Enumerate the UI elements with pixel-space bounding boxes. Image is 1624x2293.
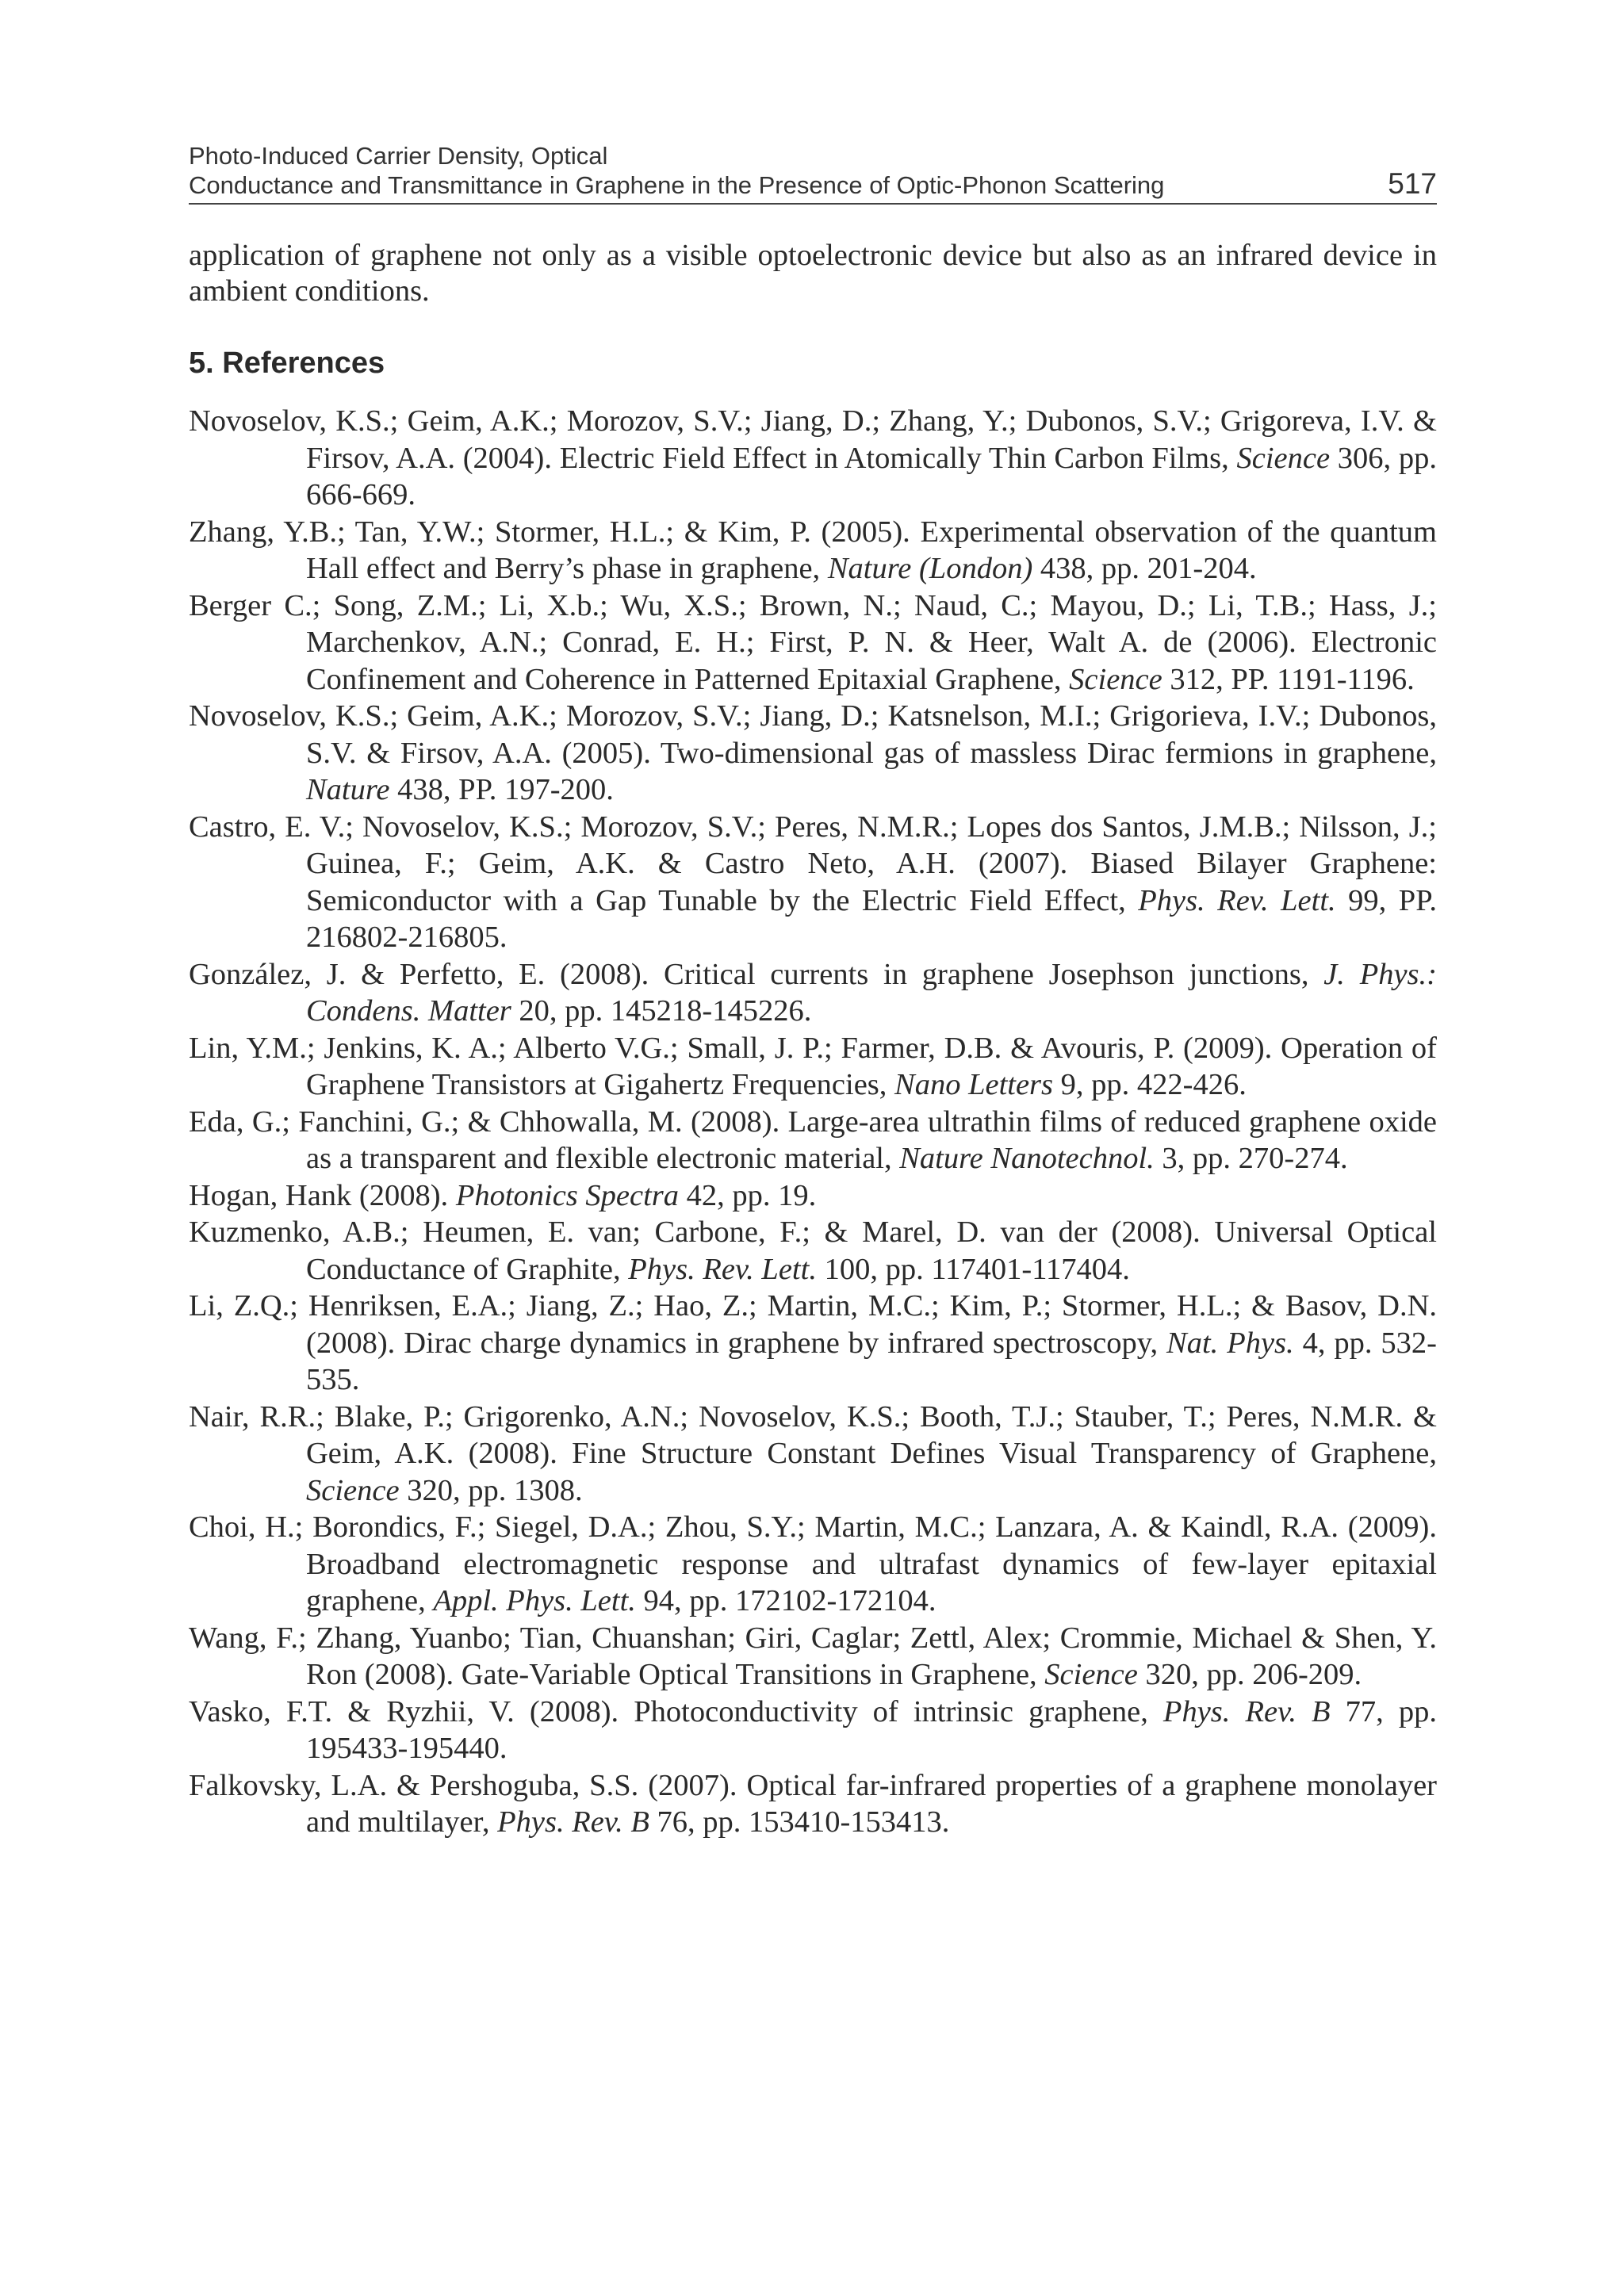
- journal-name: Phys. Rev. B: [497, 1805, 649, 1839]
- running-head: [189, 141, 1437, 205]
- reference-item: Nair, R.R.; Blake, P.; Grigorenko, A.N.; Novoselov, K.S.; Booth, T.J.; Stauber, T.; Peres, N.M.R. & Geim, A.K. (2008). Fine Structure Constant Defines Visual Transparency of Graphene, Science 320, pp. 1308.: [189, 1399, 1437, 1507]
- running-title-line-2: Conductance and Transmittance in Graphene in the Presence of Optic-Phonon Scattering: [189, 171, 1165, 199]
- reference-item: Vasko, F.T. & Ryzhii, V. (2008). Photoconductivity of intrinsic graphene, Phys. Rev. B 77, pp. 195433-195440.: [189, 1694, 1437, 1765]
- reference-item: Hogan, Hank (2008). Photonics Spectra 42, pp. 19.: [189, 1178, 817, 1212]
- reference-item: Zhang, Y.B.; Tan, Y.W.; Stormer, H.L.; & Kim, P. (2005). Experimental observation of the quantum Hall effect and Berry’s phase in graphene, Nature (London) 438, pp. 201-204.: [189, 515, 1437, 585]
- journal-name: J. Phys.: Condens. Matter: [306, 957, 1437, 1028]
- running-title-line-1: Photo-Induced Carrier Density, Optical: [189, 142, 608, 170]
- reference-list: [189, 403, 1437, 1841]
- reference-item: Lin, Y.M.; Jenkins, K. A.; Alberto V.G.; Small, J. P.; Farmer, D.B. & Avouris, P. (2009). Operation of Graphene Transistors at Gigahertz Frequencies, Nano Letters 9, pp. 422-426.: [189, 1031, 1437, 1101]
- journal-name: Nat. Phys.: [1166, 1326, 1294, 1360]
- journal-name: Photonics Spectra: [455, 1178, 680, 1212]
- journal-name: Appl. Phys. Lett.: [433, 1584, 636, 1617]
- journal-name: Nano Letters: [894, 1068, 1054, 1101]
- journal-name: Science: [1069, 662, 1162, 696]
- journal-name: Nature (London): [827, 552, 1033, 585]
- reference-item: Wang, F.; Zhang, Yuanbo; Tian, Chuanshan; Giri, Caglar; Zettl, Alex; Crommie, Michael & Shen, Y. Ron (2008). Gate-Variable Optical Transitions in Graphene, Science 320, pp. 206-209.: [189, 1621, 1437, 1691]
- page: [189, 141, 1437, 1841]
- page-number: 517: [1388, 167, 1437, 200]
- reference-item: Choi, H.; Borondics, F.; Siegel, D.A.; Zhou, S.Y.; Martin, M.C.; Lanzara, A. & Kaindl, R.A. (2009). Broadband electromagnetic response and ultrafast dynamics of few-layer epitaxial graphene, Appl. Phys. Lett. 94, pp. 172102-172104.: [189, 1510, 1437, 1617]
- journal-name: Science: [306, 1473, 400, 1507]
- journal-name: Nature: [306, 773, 390, 806]
- running-title: [189, 141, 1164, 200]
- journal-name: Science: [1044, 1658, 1138, 1691]
- reference-item: González, J. & Perfetto, E. (2008). Critical currents in graphene Josephson junctions, J. Phys.: Condens. Matter 20, pp. 145218-145226.: [189, 957, 1437, 1028]
- section-heading-references: 5. References: [189, 346, 385, 380]
- journal-name: Science: [1236, 441, 1331, 475]
- reference-item: Eda, G.; Fanchini, G.; & Chhowalla, M. (2008). Large-area ultrathin films of reduced graphene oxide as a transparent and flexible electronic material, Nature Nanotechnol. 3, pp. 270-274.: [189, 1104, 1437, 1175]
- reference-item: Novoselov, K.S.; Geim, A.K.; Morozov, S.V.; Jiang, D.; Katsnelson, M.I.; Grigorieva, I.V.; Dubonos, S.V. & Firsov, A.A. (2005). Two-dimensional gas of massless Dirac fermions in graphene, Nature 438, PP. 197-200.: [189, 699, 1437, 806]
- reference-item: Falkovsky, L.A. & Pershoguba, S.S. (2007). Optical far-infrared properties of a graphene monolayer and multilayer, Phys. Rev. B 76, pp. 153410-153413.: [189, 1768, 1437, 1839]
- reference-item: Li, Z.Q.; Henriksen, E.A.; Jiang, Z.; Hao, Z.; Martin, M.C.; Kim, P.; Stormer, H.L.; & Basov, D.N. (2008). Dirac charge dynamics in graphene by infrared spectroscopy, Nat. Phys. 4, pp. 532-535.: [189, 1289, 1437, 1396]
- body-paragraph: application of graphene not only as a visible optoelectronic device but also as an infrared device in ambient conditions.: [189, 239, 1437, 308]
- journal-name: Phys. Rev. Lett.: [628, 1252, 817, 1286]
- journal-name: Phys. Rev. B: [1162, 1694, 1331, 1728]
- reference-item: Kuzmenko, A.B.; Heumen, E. van; Carbone, F.; & Marel, D. van der (2008). Universal Optical Conductance of Graphite, Phys. Rev. Lett. 100, pp. 117401-117404.: [189, 1215, 1437, 1286]
- reference-item: Castro, E. V.; Novoselov, K.S.; Morozov, S.V.; Peres, N.M.R.; Lopes dos Santos, J.M.B.; Nilsson, J.; Guinea, F.; Geim, A.K. & Castro Neto, A.H. (2007). Biased Bilayer Graphene: Semiconductor with a Gap Tunable by the Electric Field Effect, Phys. Rev. Lett. 99, PP. 216802-216805.: [189, 810, 1437, 954]
- reference-item: Novoselov, K.S.; Geim, A.K.; Morozov, S.V.; Jiang, D.; Zhang, Y.; Dubonos, S.V.; Grigoreva, I.V. & Firsov, A.A. (2004). Electric Field Effect in Atomically Thin Carbon Films, Science 306, pp. 666-669.: [189, 404, 1438, 511]
- reference-item: Berger C.; Song, Z.M.; Li, X.b.; Wu, X.S.; Brown, N.; Naud, C.; Mayou, D.; Li, T.B.; Hass, J.; Marchenkov, A.N.; Conrad, E. H.; First, P. N. & Heer, Walt A. de (2006). Electronic Confinement and Coherence in Patterned Epitaxial Graphene, Science 312, PP. 1191-1196.: [189, 588, 1437, 696]
- journal-name: Phys. Rev. Lett.: [1138, 883, 1336, 917]
- journal-name: Nature Nanotechnol.: [899, 1142, 1155, 1175]
